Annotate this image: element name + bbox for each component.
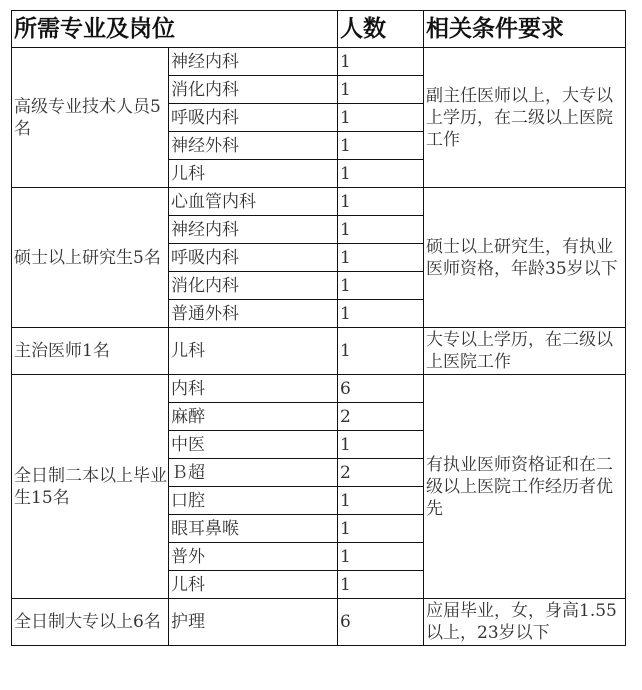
header-row [12, 11, 626, 48]
group-requirement: 硕士以上研究生，有执业医师资格，年龄35岁以下 [424, 188, 626, 328]
dept-cell: 儿科 [169, 328, 338, 375]
table-row [12, 328, 626, 375]
table-row [12, 188, 626, 216]
dept-cell: 神经外科 [169, 132, 338, 160]
group-requirement: 大专以上学历，在二级以上医院工作 [424, 328, 626, 375]
recruitment-table [11, 10, 626, 646]
table-row [12, 599, 626, 646]
count-cell: 1 [338, 431, 424, 459]
dept-cell: 呼吸内科 [169, 244, 338, 272]
count-cell: 1 [338, 571, 424, 599]
table-row [12, 375, 626, 403]
group-requirement: 应届毕业，女，身高1.55以上，23岁以下 [424, 599, 626, 646]
dept-cell: 儿科 [169, 160, 338, 188]
count-cell: 1 [338, 244, 424, 272]
group-name: 全日制大专以上6名 [12, 599, 169, 646]
dept-cell: 口腔 [169, 487, 338, 515]
group-requirement: 有执业医师资格证和在二级以上医院工作经历者优先 [424, 375, 626, 599]
count-cell: 1 [338, 132, 424, 160]
count-cell: 1 [338, 48, 424, 76]
count-cell: 1 [338, 188, 424, 216]
dept-cell: 神经内科 [169, 216, 338, 244]
dept-cell: 消化内科 [169, 76, 338, 104]
dept-cell: Ｂ超 [169, 459, 338, 487]
header-count: 人数 [338, 11, 424, 48]
header-requirements: 相关条件要求 [424, 11, 626, 48]
dept-cell: 儿科 [169, 571, 338, 599]
count-cell: 1 [338, 76, 424, 104]
dept-cell: 呼吸内科 [169, 104, 338, 132]
dept-cell: 心血管内科 [169, 188, 338, 216]
count-cell: 1 [338, 216, 424, 244]
dept-cell: 麻醉 [169, 403, 338, 431]
dept-cell: 普外 [169, 543, 338, 571]
dept-cell: 普通外科 [169, 300, 338, 328]
count-cell: 1 [338, 328, 424, 375]
group-name: 主治医师1名 [12, 328, 169, 375]
dept-cell: 眼耳鼻喉 [169, 515, 338, 543]
count-cell: 6 [338, 375, 424, 403]
dept-cell: 神经内科 [169, 48, 338, 76]
count-cell: 1 [338, 487, 424, 515]
count-cell: 1 [338, 300, 424, 328]
count-cell: 2 [338, 459, 424, 487]
count-cell: 1 [338, 160, 424, 188]
table-row [12, 48, 626, 76]
count-cell: 1 [338, 272, 424, 300]
group-name: 全日制二本以上毕业生15名 [12, 375, 169, 599]
header-position: 所需专业及岗位 [12, 11, 338, 48]
count-cell: 1 [338, 515, 424, 543]
count-cell: 6 [338, 599, 424, 646]
dept-cell: 内科 [169, 375, 338, 403]
dept-cell: 护理 [169, 599, 338, 646]
dept-cell: 中医 [169, 431, 338, 459]
count-cell: 1 [338, 543, 424, 571]
group-name: 硕士以上研究生5名 [12, 188, 169, 328]
count-cell: 2 [338, 403, 424, 431]
group-requirement: 副主任医师以上，大专以上学历，在二级以上医院工作 [424, 48, 626, 188]
dept-cell: 消化内科 [169, 272, 338, 300]
group-name: 高级专业技术人员5名 [12, 48, 169, 188]
count-cell: 1 [338, 104, 424, 132]
